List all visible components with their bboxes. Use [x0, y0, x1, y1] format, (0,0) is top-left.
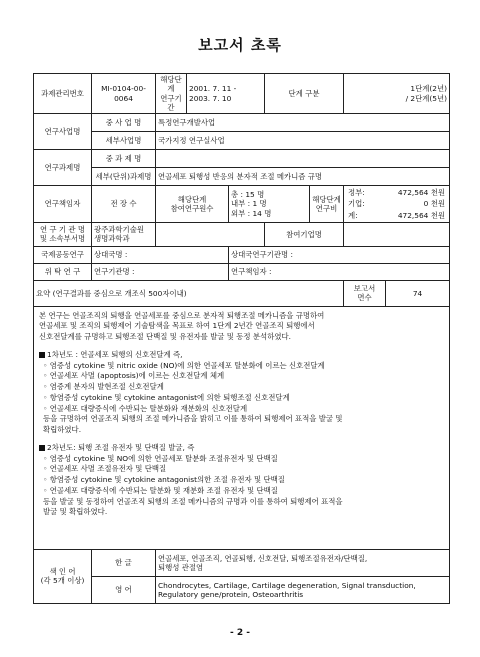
stage1-conclusion: 등을 규명하여 연골조직 퇴행의 조절 메카니즘을 밝히고 이를 통하여 퇴행제어 표적을 발굴 및	[43, 414, 343, 424]
consign-institute: 연구기관명 :	[92, 263, 229, 280]
summary-label: 요약 (연구결과를 중심으로 개조식 500자이내)	[34, 280, 344, 306]
mgmt-no-value: MI-0104-00-0064	[92, 74, 156, 114]
task-main-label: 중 과 제 명	[92, 150, 156, 168]
period-label: 해당단계 연구기간	[156, 74, 187, 114]
cost-label: 해당단계 연구비	[310, 186, 344, 223]
participants-value: 총 : 15 명 내부 : 1 명 외부 : 14 명	[229, 186, 310, 223]
report-abstract-table	[33, 73, 450, 604]
task-sub-label: 세부(단위)과제명	[92, 168, 156, 186]
researcher-label: 연구책임자	[34, 186, 92, 223]
period-value: 2001. 7. 11 - 2003. 7. 10	[187, 74, 265, 114]
stage-label: 단계 구분	[265, 74, 344, 114]
participants-label: 해당단계 참여연구원수	[156, 186, 229, 223]
intl-partner-country: 상대국명 :	[92, 246, 229, 263]
stage2-conclusion: 발굴 및 확립하였다.	[43, 507, 108, 517]
list-item: ◦ 염증성 cytokine 및 NO에 의한 연골세포 탈분화 조절유전자 및 단백질	[43, 453, 278, 463]
researcher-name: 전 장 수	[92, 186, 156, 223]
institution-label: 연 구 기 관 명 및 소속부서명	[34, 222, 92, 246]
list-item: ◦ 항염증성 cytokine 및 cytokine antagonist의한 조절 유전자 및 단백질	[43, 475, 285, 485]
task-sub-value: 연골세포 퇴행성 반응의 분자적 조절 메카니즘 규명	[156, 168, 450, 186]
stage1-conclusion: 확립하였다.	[43, 425, 82, 435]
institution-blank	[156, 222, 265, 246]
partner-company-label: 참여기업명	[265, 222, 344, 246]
abstract-body	[34, 306, 450, 549]
intl-partner-institute: 상대국연구기관명 :	[229, 246, 450, 263]
list-item: ◦ 항염증성 cytokine 및 cytokine antagonist에 의한 퇴행조절 신호전달계	[43, 392, 290, 402]
list-item: ◦ 염증성 cytokine 및 nitric oxide (NO)에 의한 연골세포 탈분화에 이르는 신호전달계	[43, 360, 325, 370]
institution-value: 광주과학기술원 생명과학과	[92, 222, 156, 246]
consign-manager: 연구책임자 :	[229, 263, 450, 280]
report-pages-value: 74	[386, 280, 450, 306]
task-label: 연구과제명	[34, 150, 92, 186]
mgmt-no-label: 과제관리번호	[34, 74, 92, 114]
list-item: ◦ 연골세포 대량증식에 수반되는 탈분화와 재분화의 신호전달계	[43, 403, 248, 413]
intl-label: 국제공동연구	[34, 246, 92, 263]
project-main-value: 특정연구개발사업	[156, 114, 450, 132]
stage1-heading: 1차년도 : 연골세포 퇴행의 신호전달계 즉,	[39, 350, 444, 361]
intro-line: 본 연구는 연골조직의 퇴행을 연골세포를 중심으로 분자적 퇴행조절 메카니즘을 규명하여	[39, 310, 325, 320]
stage2-conclusion: 등을 발굴 및 동정하여 연골조직 퇴행의 조절 메카니즘의 규명과 이를 통하여 퇴행제어 표적을	[43, 496, 343, 506]
consign-label: 위 탁 연 구	[34, 263, 92, 280]
stage2-heading: 2차년도: 퇴행 조절 유전자 및 단백질 발굴, 즉	[39, 443, 444, 454]
keywords-ko-value: 연골세포, 연골조직, 연골퇴행, 신호전달, 퇴행조절유전자/단백질, 퇴행성 관절염	[156, 549, 450, 576]
list-item: ◦ 연골세포 대량증식에 수반되는 탈분화 및 재분화 조절 유전자 및 단백질	[43, 485, 278, 495]
report-pages-label: 보고서 면수	[344, 280, 386, 306]
project-main-label: 중 사 업 명	[92, 114, 156, 132]
list-item: ◦ 연골세포 사멸 조절유전자 및 단백질	[43, 464, 167, 474]
project-sub-label: 세부사업명	[92, 132, 156, 150]
partner-company-value	[344, 222, 450, 246]
task-main-value	[156, 150, 450, 168]
keywords-ko-label: 한 글	[92, 549, 156, 576]
project-sub-value: 국가지정 연구실사업	[156, 132, 450, 150]
keywords-en-value: Chondrocytes, Cartilage, Cartilage degeneration, Signal transduction, Regulatory gene/protein, Osteoarthritis	[156, 576, 450, 603]
keywords-en-label: 영 어	[92, 576, 156, 603]
keywords-label: 색 인 어 (각 5개 이상)	[34, 549, 92, 603]
list-item: ◦ 연골세포 사멸 (apoptosis)에 이르는 신호전달계 체계	[43, 371, 225, 381]
square-bullet-icon	[39, 352, 45, 358]
intro-line: 연골세포 및 조직의 퇴행제어 기술탐색을 목표로 하여 1단계 2년간 연골조직 퇴행에서	[39, 321, 315, 331]
list-item: ◦ 염증계 분자의 발현조절 신호전달계	[43, 382, 164, 392]
page-number: - 2 -	[230, 628, 250, 638]
square-bullet-icon	[39, 445, 45, 451]
page-title: 보고서 초록	[198, 36, 282, 54]
stage-value: 1단계(2년) / 2단계(5년)	[344, 74, 450, 114]
cost-value: 정부: 472,564 천원 기업: 0 천원 계: 472,564 천원	[344, 186, 450, 223]
intro-line: 신호전달계를 규명하고 퇴행조절 단백질 및 유전자를 발굴 및 동정 분석하였다.	[39, 332, 291, 342]
project-label: 연구사업명	[34, 114, 92, 150]
